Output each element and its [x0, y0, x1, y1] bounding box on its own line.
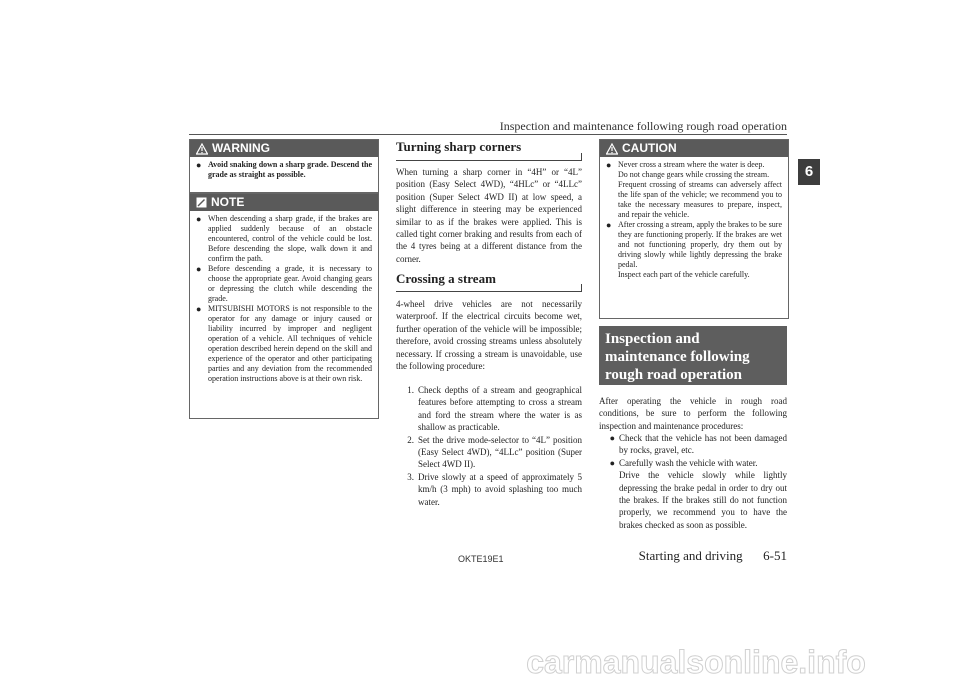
- section-rule-cap: [581, 284, 582, 292]
- document-code: OKTE19E1: [458, 554, 504, 564]
- footer-section: Starting and driving: [638, 548, 743, 563]
- note-item-text: Before descending a grade, it is necessary to choose the appropriate gear. Avoid changing gears or depressing the clutch while descending the grade.: [208, 264, 372, 303]
- caution-item-text: After crossing a stream, apply the brakes to be sure they are functioning properly. If the brakes are wet and not functioning properly, dry them out by driving slowly while lightly depressing the brake pedal. Inspect each part of the vehicle carefully.: [618, 220, 782, 279]
- note-box: [189, 193, 379, 419]
- caution-box: [599, 139, 789, 319]
- section-rule-cap: [581, 153, 582, 161]
- step-number: 3.: [407, 471, 414, 482]
- list-item: [599, 457, 787, 531]
- warning-item-text: Avoid snaking down a sharp grade. Descend the grade as straight as possible.: [208, 160, 372, 179]
- list-item: [599, 432, 787, 457]
- inspection-item-text: Carefully wash the vehicle with water. Drive the vehicle slowly while lightly depressing the brake pedal in order to dry out the brakes. If the brakes still do not function properly, we recommend you to have the brakes checked as soon as possible.: [619, 457, 787, 530]
- stream-body: [396, 298, 582, 372]
- section-rule: [396, 291, 582, 292]
- turning-body: [396, 166, 582, 265]
- note-item-text: When descending a sharp grade, if the brakes are applied suddenly because of an obstacle encountered, control of the vehicle could be lost. Before descending the slope, walk down it and confirm the path.: [208, 214, 372, 263]
- inspection-paragraph: After operating the vehicle in rough road conditions, be sure to perform the following inspection and maintenance procedures:: [599, 396, 787, 431]
- chapter-tab: 6: [798, 159, 820, 185]
- watermark-text: carmanualsonline.info: [526, 645, 866, 679]
- note-pencil-icon: [196, 197, 207, 208]
- header-rule: [189, 134, 787, 135]
- bullet-icon: ●: [196, 264, 202, 274]
- list-item: [396, 384, 582, 434]
- warning-triangle-icon: [196, 143, 208, 155]
- section-title-inspection: Inspection and maintenance following rough road operation: [599, 326, 787, 385]
- stream-steps: [396, 384, 582, 508]
- caution-item-text: Never cross a stream where the water is deep. Do not change gears while crossing the stream. Frequent crossing of streams can adversely affect the life span of the vehicle; we recommend you to take the necessary measures to prepare, inspect, and repair the vehicle.: [618, 160, 782, 219]
- caution-label: CAUTION: [622, 141, 677, 155]
- step-number: 2.: [407, 434, 414, 445]
- caution-triangle-icon: [606, 143, 618, 155]
- stream-paragraph: 4-wheel drive vehicles are not necessarily waterproof. If the electrical circuits become wet, further operation of the vehicle will be impossible; therefore, avoid crossing streams unless absolutely necessary. If crossing a stream is unavoidable, use the following procedure:: [396, 299, 582, 372]
- list-item: [396, 434, 582, 471]
- page-number: 6-51: [763, 548, 787, 563]
- bullet-icon: ●: [196, 160, 202, 170]
- bullet-icon: ●: [196, 214, 202, 224]
- section-rule: [396, 160, 582, 161]
- note-item: [196, 264, 372, 304]
- warning-box: [189, 139, 379, 193]
- note-label: NOTE: [211, 195, 245, 209]
- section-title-stream: Crossing a stream: [396, 271, 496, 286]
- step-text: Check depths of a stream and geographical features before attempting to cross a stream and ford the stream where the water is as shallow as practicable.: [418, 385, 582, 433]
- note-item-text: MITSUBISHI MOTORS is not responsible to the operator for any damage or injury caused or liability incurred by improper and negligent operation of a vehicle. All techniques of vehicle operation described herein depend on the skill and experience of the operator and other participating parties and any deviation from the recommended operation instructions above is at their own risk.: [208, 304, 372, 383]
- step-text: Drive slowly at a speed of approximately 5 km/h (3 mph) to avoid splashing too much water.: [418, 471, 582, 507]
- bullet-icon: ●: [196, 304, 202, 314]
- note-item: [196, 304, 372, 384]
- bullet-icon: ●: [606, 160, 612, 170]
- caution-item: [606, 220, 782, 280]
- watermark-logo: [434, 645, 959, 679]
- step-text: Set the drive mode-selector to “4L” position (Easy Select 4WD), “4LLc” position (Super Select 4WD II).: [418, 434, 582, 470]
- warning-item: [196, 160, 372, 180]
- step-number: 1.: [407, 385, 414, 395]
- inspection-items: [599, 432, 787, 531]
- bullet-icon: ●: [609, 433, 615, 443]
- warning-label: WARNING: [212, 141, 270, 155]
- caution-item: [606, 160, 782, 220]
- bullet-icon: ●: [606, 220, 612, 230]
- section-title-turning: Turning sharp corners: [396, 139, 522, 154]
- inspection-body: [599, 395, 787, 432]
- page-footer: [620, 548, 787, 564]
- inspection-item-text: Check that the vehicle has not been damaged by rocks, gravel, etc.: [619, 433, 787, 456]
- note-header: [190, 194, 378, 211]
- list-item: [396, 471, 582, 508]
- caution-header: [600, 140, 788, 157]
- warning-header: [190, 140, 378, 157]
- note-item: [196, 214, 372, 264]
- bullet-icon: ●: [609, 457, 615, 468]
- turning-paragraph: When turning a sharp corner in “4H” or “4L” position (Easy Select 4WD), “4HLc” or “4LLc” position (Super Select 4WD II) at low speed, a slight difference in steering may be experienced similar to as if the brakes were applied. This is called tight corner braking and results from each of the 4 tyres being at a different distance from the corner.: [396, 167, 582, 264]
- running-header: Inspection and maintenance following rough road operation: [499, 119, 787, 133]
